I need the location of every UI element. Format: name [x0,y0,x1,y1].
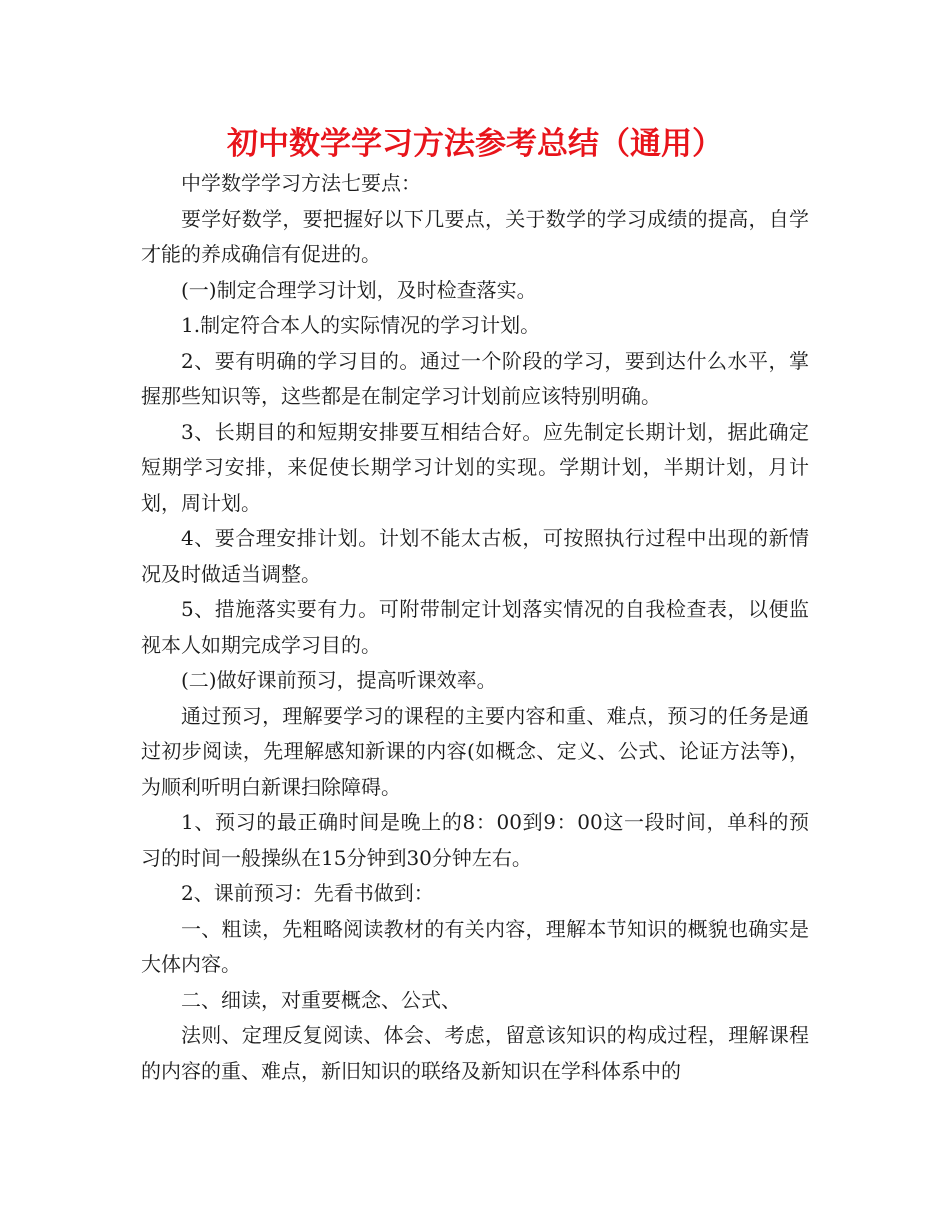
paragraph: 2、要有明确的学习目的。通过一个阶段的学习，要到达什么水平，掌握那些知识等，这些都是在制定学习计划前应该特别明确。 [141,348,809,408]
paragraph: 中学数学学习方法七要点： [181,171,421,195]
paragraph: 通过预习，理解要学习的课程的主要内容和重、难点，预习的任务是通过初步阅读，先理解感知新课的内容(如概念、定义、公式、论证方法等)，为顺利听明白新课扫除障碍。 [141,703,809,799]
paragraph: 一、粗读，先粗略阅读教材的有关内容，理解本节知识的概貌也确实是大体内容。 [141,916,809,976]
paragraph: 二、细读，对重要概念、公式、 [181,987,461,1012]
paragraph: 3、长期目的和短期安排要互相结合好。应先制定长期计划，据此确定短期学习安排，来促使长期学习计划的实现。学期计划，半期计划，月计划，周计划。 [141,419,809,515]
paragraph: 2、课前预习：先看书做到： [181,881,434,905]
document-body [141,166,809,1089]
paragraph: 要学好数学，要把握好以下几要点，关于数学的学习成绩的提高，自学才能的养成确信有促进的。 [141,206,809,266]
paragraph: 5、措施落实要有力。可附带制定计划落实情况的自我检查表，以便监视本人如期完成学习目的。 [141,597,809,657]
paragraph: 1、预习的最正确时间是晚上的8：00到9：00这一段时间，单科的预习的时间一般操纵在15分钟到30分钟左右。 [141,810,809,870]
paragraph: (一)制定合理学习计划，及时检查落实。 [181,277,537,302]
document-title: 初中数学学习方法参考总结（通用） [227,126,723,162]
paragraph: 法则、定理反复阅读、体会、考虑，留意该知识的构成过程，理解课程的内容的重、难点，新旧知识的联络及新知识在学科体系中的 [141,1023,809,1083]
paragraph: 1.制定符合本人的实际情况的学习计划。 [181,313,541,337]
paragraph: 4、要合理安排计划。计划不能太古板，可按照执行过程中出现的新情况及时做适当调整。 [141,526,809,586]
paragraph: (二)做好课前预习，提高听课效率。 [181,668,497,692]
